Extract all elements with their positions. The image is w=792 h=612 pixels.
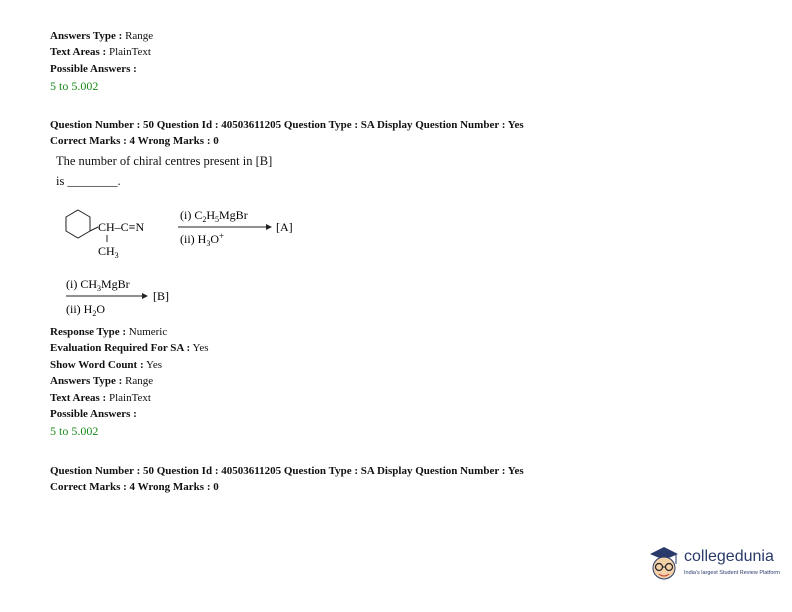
evaluation-value: Yes — [192, 342, 209, 354]
text-areas-value: PlainText — [108, 46, 151, 58]
possible-answers-label-2: Possible Answers : — [50, 408, 137, 420]
evaluation-label: Evaluation Required For SA : — [50, 342, 191, 354]
answers-type-row-2 — [50, 374, 153, 388]
possible-answers-value-2: 5 to 5.002 — [50, 424, 99, 438]
word-count-label: Show Word Count : — [50, 359, 144, 371]
question-marks: Correct Marks : 4 Wrong Marks : 0 — [50, 135, 219, 147]
response-type-row — [50, 325, 167, 339]
question-header: Question Number : 50 Question Id : 40503611205 Question Type : SA Display Question Number : Yes — [50, 119, 524, 131]
text-areas-row-2 — [50, 391, 151, 405]
answers-type-row — [50, 29, 153, 43]
word-count-value: Yes — [145, 359, 162, 371]
reaction-2-reagent-2: (ii) $H_2O$ — [66, 302, 105, 318]
reaction-2-reagent-1: (i) $CH_3MgBr$ — [66, 277, 130, 293]
cyclohexane-ring — [66, 210, 90, 238]
question-text-line2: is ________. — [56, 174, 121, 188]
text-areas-label: Text Areas : — [50, 46, 107, 58]
methyl-text: $CH_3$ — [98, 244, 119, 260]
logo-name: collegedunia — [684, 548, 774, 565]
reaction-1-arrowhead — [266, 224, 272, 230]
possible-answers-value: 5 to 5.002 — [50, 79, 99, 93]
question-text-line1: The number of chiral centres present in [B] — [56, 154, 273, 168]
word-count-row — [50, 358, 162, 372]
reaction-1-diagram — [56, 200, 316, 270]
answers-type-value: Range — [125, 30, 154, 42]
reaction-1-reagent-1: (i) $C_2H_5MgBr$ — [180, 208, 248, 224]
response-type-value: Numeric — [128, 326, 168, 338]
mascot-icon — [646, 544, 682, 590]
text-areas-value-2: PlainText — [108, 392, 151, 404]
ring-bond — [90, 227, 98, 231]
collegedunia-logo — [646, 542, 786, 592]
reaction-1-product: [A] — [276, 220, 293, 234]
next-question-header: Question Number : 50 Question Id : 40503611205 Question Type : SA Display Question Number : Yes — [50, 465, 524, 477]
next-question-marks: Correct Marks : 4 Wrong Marks : 0 — [50, 481, 219, 493]
answers-type-value-2: Range — [125, 375, 154, 387]
reaction-2-product: [B] — [153, 289, 169, 303]
possible-answers-label: Possible Answers : — [50, 63, 137, 75]
answers-type-label: Answers Type : — [50, 30, 123, 42]
answers-type-label-2: Answers Type : — [50, 375, 123, 387]
logo-tagline: India's largest Student Review Platform — [684, 570, 780, 576]
evaluation-row — [50, 341, 209, 355]
substituent-text: CH–C≡N — [98, 220, 145, 234]
reaction-1-reagent-2: (ii) $H_3O^+$ — [180, 231, 225, 248]
text-areas-label-2: Text Areas : — [50, 392, 107, 404]
reaction-2-diagram — [56, 276, 206, 322]
reaction-2-arrowhead — [142, 293, 148, 299]
response-type-label: Response Type : — [50, 326, 126, 338]
text-areas-row — [50, 45, 151, 59]
